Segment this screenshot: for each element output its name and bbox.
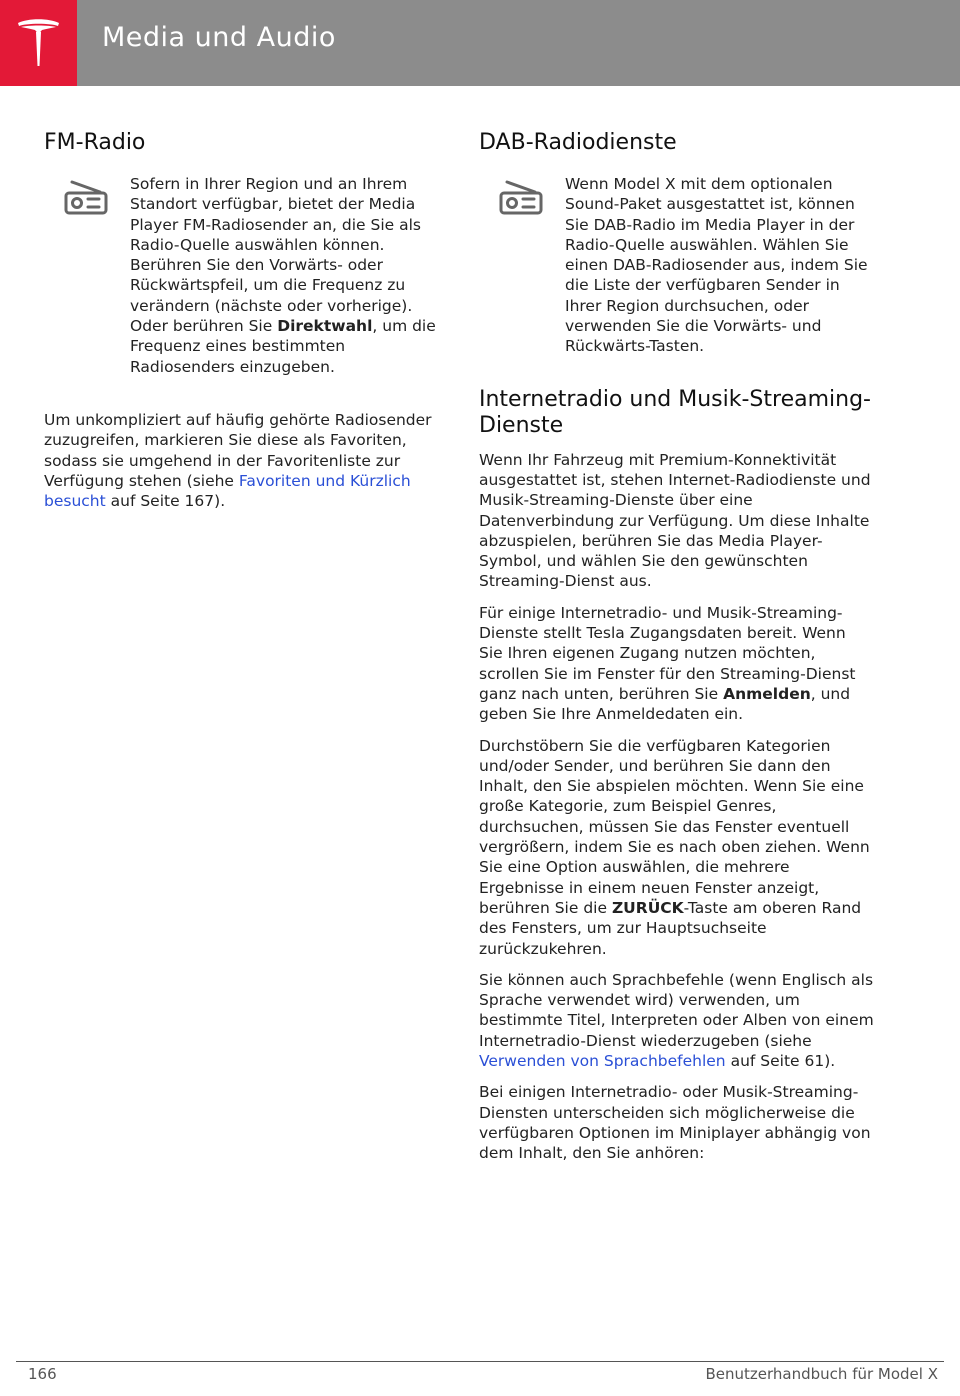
fm-radio-block [44,174,436,377]
radio-icon [63,178,109,216]
footer-divider [16,1361,944,1362]
p4-part2: auf Seite 61). [725,1051,836,1070]
tesla-logo-box [0,0,77,86]
inet-paragraph-5: Bei einigen Internetradio- oder Musik-Streaming-Diensten unterscheiden sich möglicherweise die verfügbaren Optionen im Miniplayer abhängig von dem Inhalt, den Sie anhören: [479,1083,871,1163]
left-column [44,128,436,511]
p3-part1: Durchstöbern Sie die verfügbaren Kategorien und/oder Sender, und berühren Sie dann den Inhalt, den Sie abspielen möchten. Wenn Sie eine große Kategorie, zum Beispiel Genres, durchsuchen, müssen Sie das Fenster eventuell vergrößern, indem Sie es nach oben ziehen. Wenn Sie eine Option auswählen, die mehrere Ergebnisse in einem neuen Fenster anzeigt, berühren Sie die [479,736,870,917]
p4-part1: Sie können auch Sprachbefehle (wenn Englisch als Sprache verwendet wird) verwenden, um bestimmte Titel, Interpreten oder Alben von einem Internetradio-Dienst wiederzugeben (siehe [479,970,874,1050]
dab-radio-block [479,174,874,357]
fm-radio-text [130,174,436,377]
favorites-link[interactable]: Favoriten und Kürzlich besucht [44,471,411,511]
inet-paragraph-2 [479,603,874,725]
dab-radio-text: Wenn Model X mit dem optionalen Sound-Paket ausgestattet ist, können Sie DAB-Radio im Media Player in der Radio-Quelle auswählen. Wählen Sie einen DAB-Radiosender aus, indem Sie die Liste der verfügbaren Sender in Ihrer Region durchsuchen, oder verwenden Sie die Vorwärts- und Rückwärts-Tasten. [565,175,868,356]
manual-title: Benutzerhandbuch für Model X [705,1365,938,1383]
voice-commands-link[interactable]: Verwenden von Sprachbefehlen [479,1051,726,1070]
p2-part2: , und geben Sie Ihre Anmeldedaten ein. [479,684,851,724]
fav-text-part1: Um unkompliziert auf häufig gehörte Radiosender zuzugreifen, markieren Sie diese als Favoriten, sodass sie umgehend in der Favoritenliste zur Verfügung stehen (siehe [44,410,432,490]
inet-paragraph-4 [479,970,874,1071]
anmelden-term: Anmelden [723,684,811,703]
direktwahl-term: Direktwahl [277,317,373,336]
right-column [479,128,874,1163]
page-number: 166 [28,1365,57,1383]
dab-radio-heading: DAB-Radiodienste [479,130,677,155]
p3-part2: -Taste am oberen Rand des Fensters, um zur Hauptsuchseite zurückzukehren. [479,898,862,958]
zurueck-term: ZURÜCK [611,898,684,917]
page-title: Media und Audio [102,22,336,53]
fav-text-part2: auf Seite 167). [105,492,226,511]
radio-icon [498,178,544,216]
page-header [0,0,960,86]
inet-paragraph-1: Wenn Ihr Fahrzeug mit Premium-Konnektivität ausgestattet ist, stehen Internet-Radiodienste und Musik-Streaming-Dienste über eine Datenverbindung zur Verfügung. Um diese Inhalte abzuspielen, berühren Sie das Media Player-Symbol, und wählen Sie den gewünschten Streaming-Dienst aus. [479,450,871,591]
p2-part1: Für einige Internetradio- und Musik-Streaming-Dienste stellt Tesla Zugangsdaten bereit. Wenn Sie Ihren eigenen Zugang nutzen möchten, scrollen Sie im Fenster für den Streaming-Dienst ganz nach unten, berühren Sie [479,603,856,703]
tesla-logo-icon [16,17,61,69]
favorites-paragraph [44,410,436,511]
internet-radio-heading: Internetradio und Musik-Streaming-Dienste [479,386,871,438]
fm-text-part2: , um die Frequenz eines bestimmten Radiosenders einzugeben. [130,317,436,376]
inet-paragraph-3 [479,736,874,959]
fm-text-part1: Sofern in Ihrer Region und an Ihrem Standort verfügbar, bietet der Media Player FM-Radiosender an, die Sie als Radio-Quelle auswählen können. Berühren Sie den Vorwärts- oder Rückwärtspfeil, um die Frequenz zu verändern (nächste oder vorherige). Oder berühren Sie [130,175,421,336]
fm-radio-heading: FM-Radio [44,130,146,155]
